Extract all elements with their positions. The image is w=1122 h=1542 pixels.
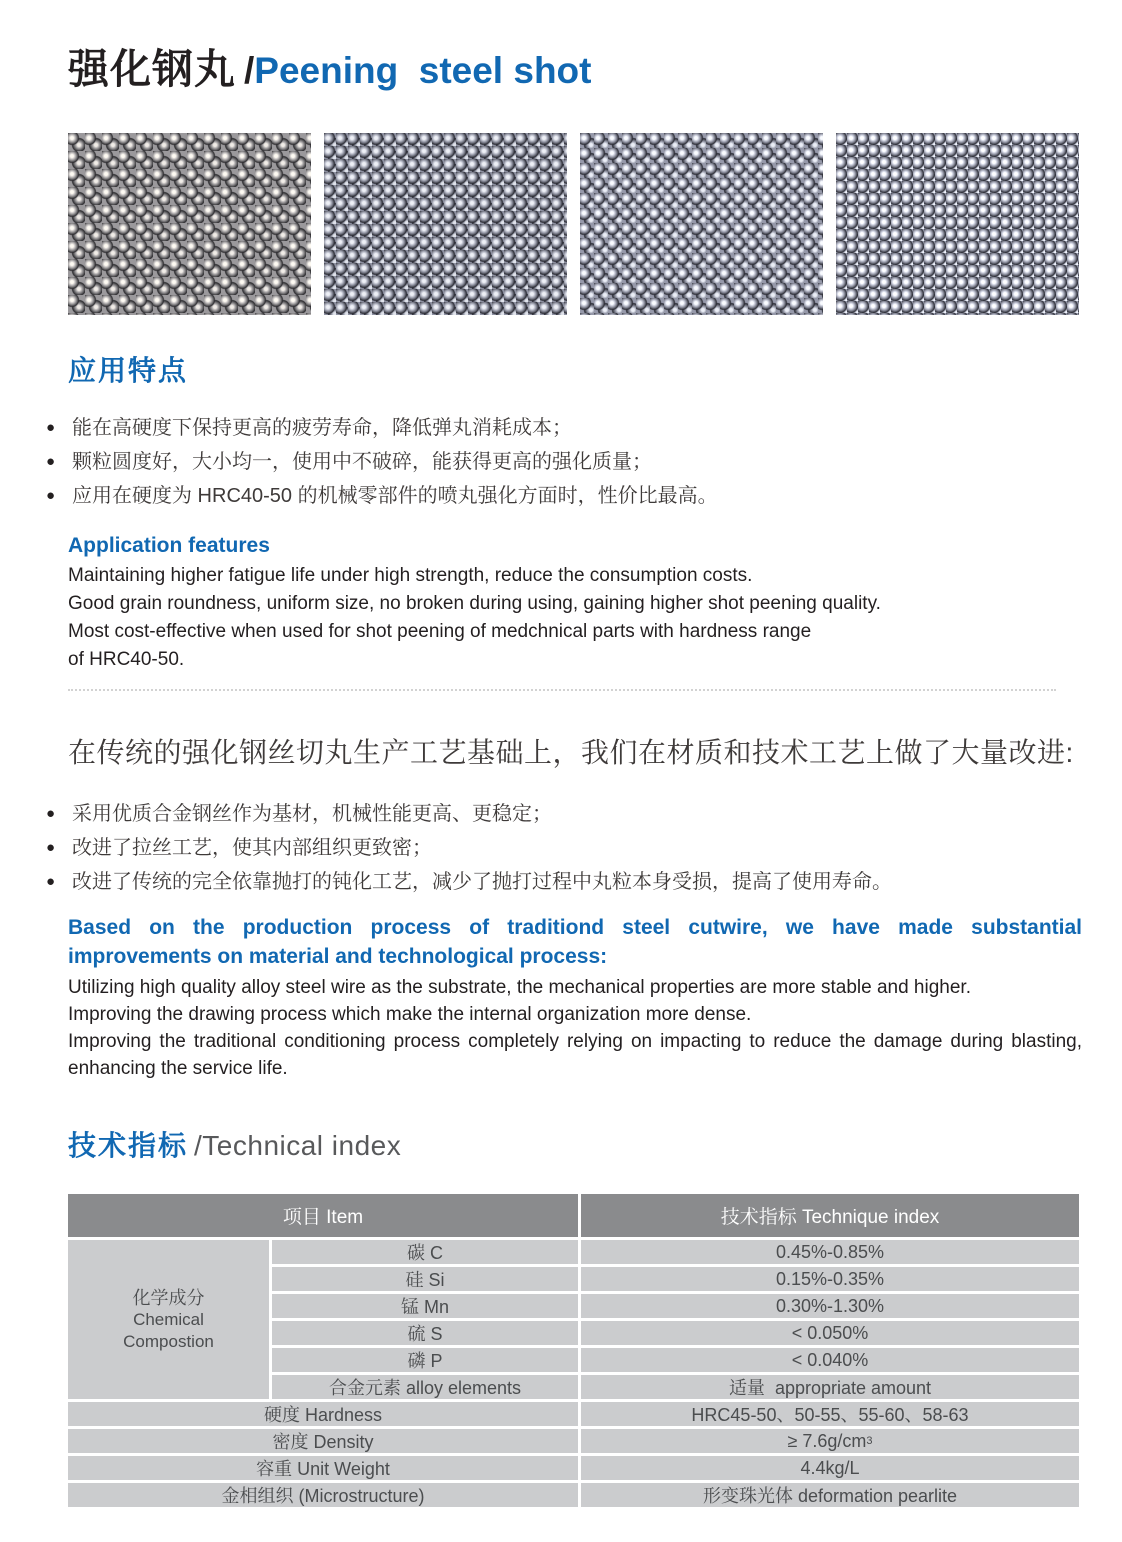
steel-shot-photo-4	[836, 133, 1079, 315]
table-row-item-cell: 碳 C	[272, 1240, 578, 1264]
bullet-item: ● 改进了拉丝工艺，使其内部组织更致密；	[68, 831, 1082, 865]
table-row-item-cell: 硫 S	[272, 1321, 578, 1345]
table-row-value-cell: 0.15%-0.35%	[581, 1267, 1079, 1291]
technical-index-table	[68, 1194, 1082, 1507]
steel-shot-photo-3	[580, 133, 823, 315]
table-row-item-cell: 容重 Unit Weight	[68, 1456, 578, 1480]
table-row-item-cell: 锰 Mn	[272, 1294, 578, 1318]
chemical-composition-group-cell	[68, 1240, 269, 1399]
bullet-item: ● 采用优质合金钢丝作为基材，机械性能更高、更稳定；	[68, 797, 1082, 831]
title-separator: /	[244, 50, 255, 91]
table-row-value-cell	[581, 1483, 1079, 1507]
steel-shot-photo-1	[68, 133, 311, 315]
table-row-item-cell: 密度 Density	[68, 1429, 578, 1453]
paragraph: Improving the drawing process which make the internal organization more dense.	[68, 1004, 752, 1025]
table-row-item-cell: 合金元素 alloy elements	[272, 1375, 578, 1399]
bullet-item: ● 改进了传统的完全依靠抛打的钝化工艺，减少了抛打过程中丸粒本身受损，提高了使用寿命。	[68, 865, 1082, 899]
chemical-label-zh: 化学成分	[132, 1287, 205, 1308]
table-row-item-cell: 硬度 Hardness	[68, 1402, 578, 1426]
table-row-value-cell: 适量 appropriate amount	[581, 1375, 1079, 1399]
table-row-value-cell	[581, 1456, 1079, 1480]
application-features-heading-zh: 应用特点	[68, 355, 189, 386]
dashed-divider	[68, 689, 1056, 691]
page-title-en: Peening steel shot	[254, 50, 592, 91]
application-features-heading-en: Application features	[68, 534, 270, 557]
page-title	[68, 36, 1082, 95]
table-row-item-cell: 磷 P	[272, 1348, 578, 1372]
application-bullet-list	[68, 411, 1082, 513]
table-row-item-cell: 硅 Si	[272, 1267, 578, 1291]
paragraph: Utilizing high quality alloy steel wire as the substrate, the mechanical properties are more stable and higher.	[68, 977, 971, 998]
paragraph: Improving the traditional conditioning process completely relying on impacting to reduce the damage during blasting, enhancing the service life.	[68, 1031, 1082, 1079]
text-line: Most cost-effective when used for shot peening of medchnical parts with hardness range	[68, 621, 812, 642]
chemical-label-en2: Compostion	[123, 1331, 214, 1351]
table-row-value-cell: < 0.050%	[581, 1321, 1079, 1345]
improvement-intro-zh: 在传统的强化钢丝切丸生产工艺基础上，我们在材质和技术工艺上做了大量改进:	[68, 737, 1074, 768]
improvement-text-en	[68, 974, 1082, 1082]
technical-index-heading-zh: 技术指标	[68, 1130, 189, 1161]
value-text: 4.4kg/L	[800, 1457, 860, 1478]
table-header-index: 技术指标 Technique index	[581, 1194, 1079, 1237]
improvement-bullet-list	[68, 797, 1082, 899]
table-row-value-cell: ≥ 7.6g/cm 3	[581, 1429, 1079, 1453]
bullet-item: ● 应用在硬度为 HRC40-50 的机械零部件的喷丸强化方面时，性价比最高。	[68, 479, 1082, 513]
technical-index-heading	[68, 1124, 1082, 1164]
table-row-value-cell: 0.30%-1.30%	[581, 1294, 1079, 1318]
bullet-item: ● 颗粒圆度好，大小均一，使用中不破碎，能获得更高的强化质量；	[68, 445, 1082, 479]
bullet-item: ● 能在高硬度下保持更高的疲劳寿命，降低弹丸消耗成本；	[68, 411, 1082, 445]
table-header-item: 项目 Item	[68, 1194, 578, 1237]
table-row-value-cell: 0.45%-0.85%	[581, 1240, 1079, 1264]
value-text: 形变珠光体 deformation pearlite	[702, 1486, 958, 1506]
table-row-item-cell: 金相组织 (Microstructure)	[68, 1483, 578, 1507]
table-row-value-cell	[581, 1402, 1079, 1426]
value-text: ≥ 7.6g/cm	[787, 1430, 867, 1451]
steel-shot-photo-2	[324, 133, 567, 315]
photo-strip	[68, 133, 1082, 315]
value-text: HRC45-50、50-55、55-60、58-63	[691, 1405, 969, 1425]
page	[68, 36, 1082, 1507]
application-features-text-en	[68, 562, 1082, 674]
chemical-label-en1: Chemical	[133, 1309, 204, 1329]
page-title-zh: 强化钢丸	[68, 46, 236, 92]
improvement-heading-en: Based on the production process of traditiond steel cutwire, we have made substantial improvements on material and technological process:	[68, 916, 1082, 968]
text-line: Maintaining higher fatigue life under high strength, reduce the consumption costs.	[68, 565, 753, 586]
table-row-value-cell: < 0.040%	[581, 1348, 1079, 1372]
text-line: Good grain roundness, uniform size, no broken during using, gaining higher shot peening quality.	[68, 593, 881, 614]
text-line: of HRC40-50.	[68, 649, 185, 670]
technical-index-heading-en: /Technical index	[194, 1130, 402, 1161]
